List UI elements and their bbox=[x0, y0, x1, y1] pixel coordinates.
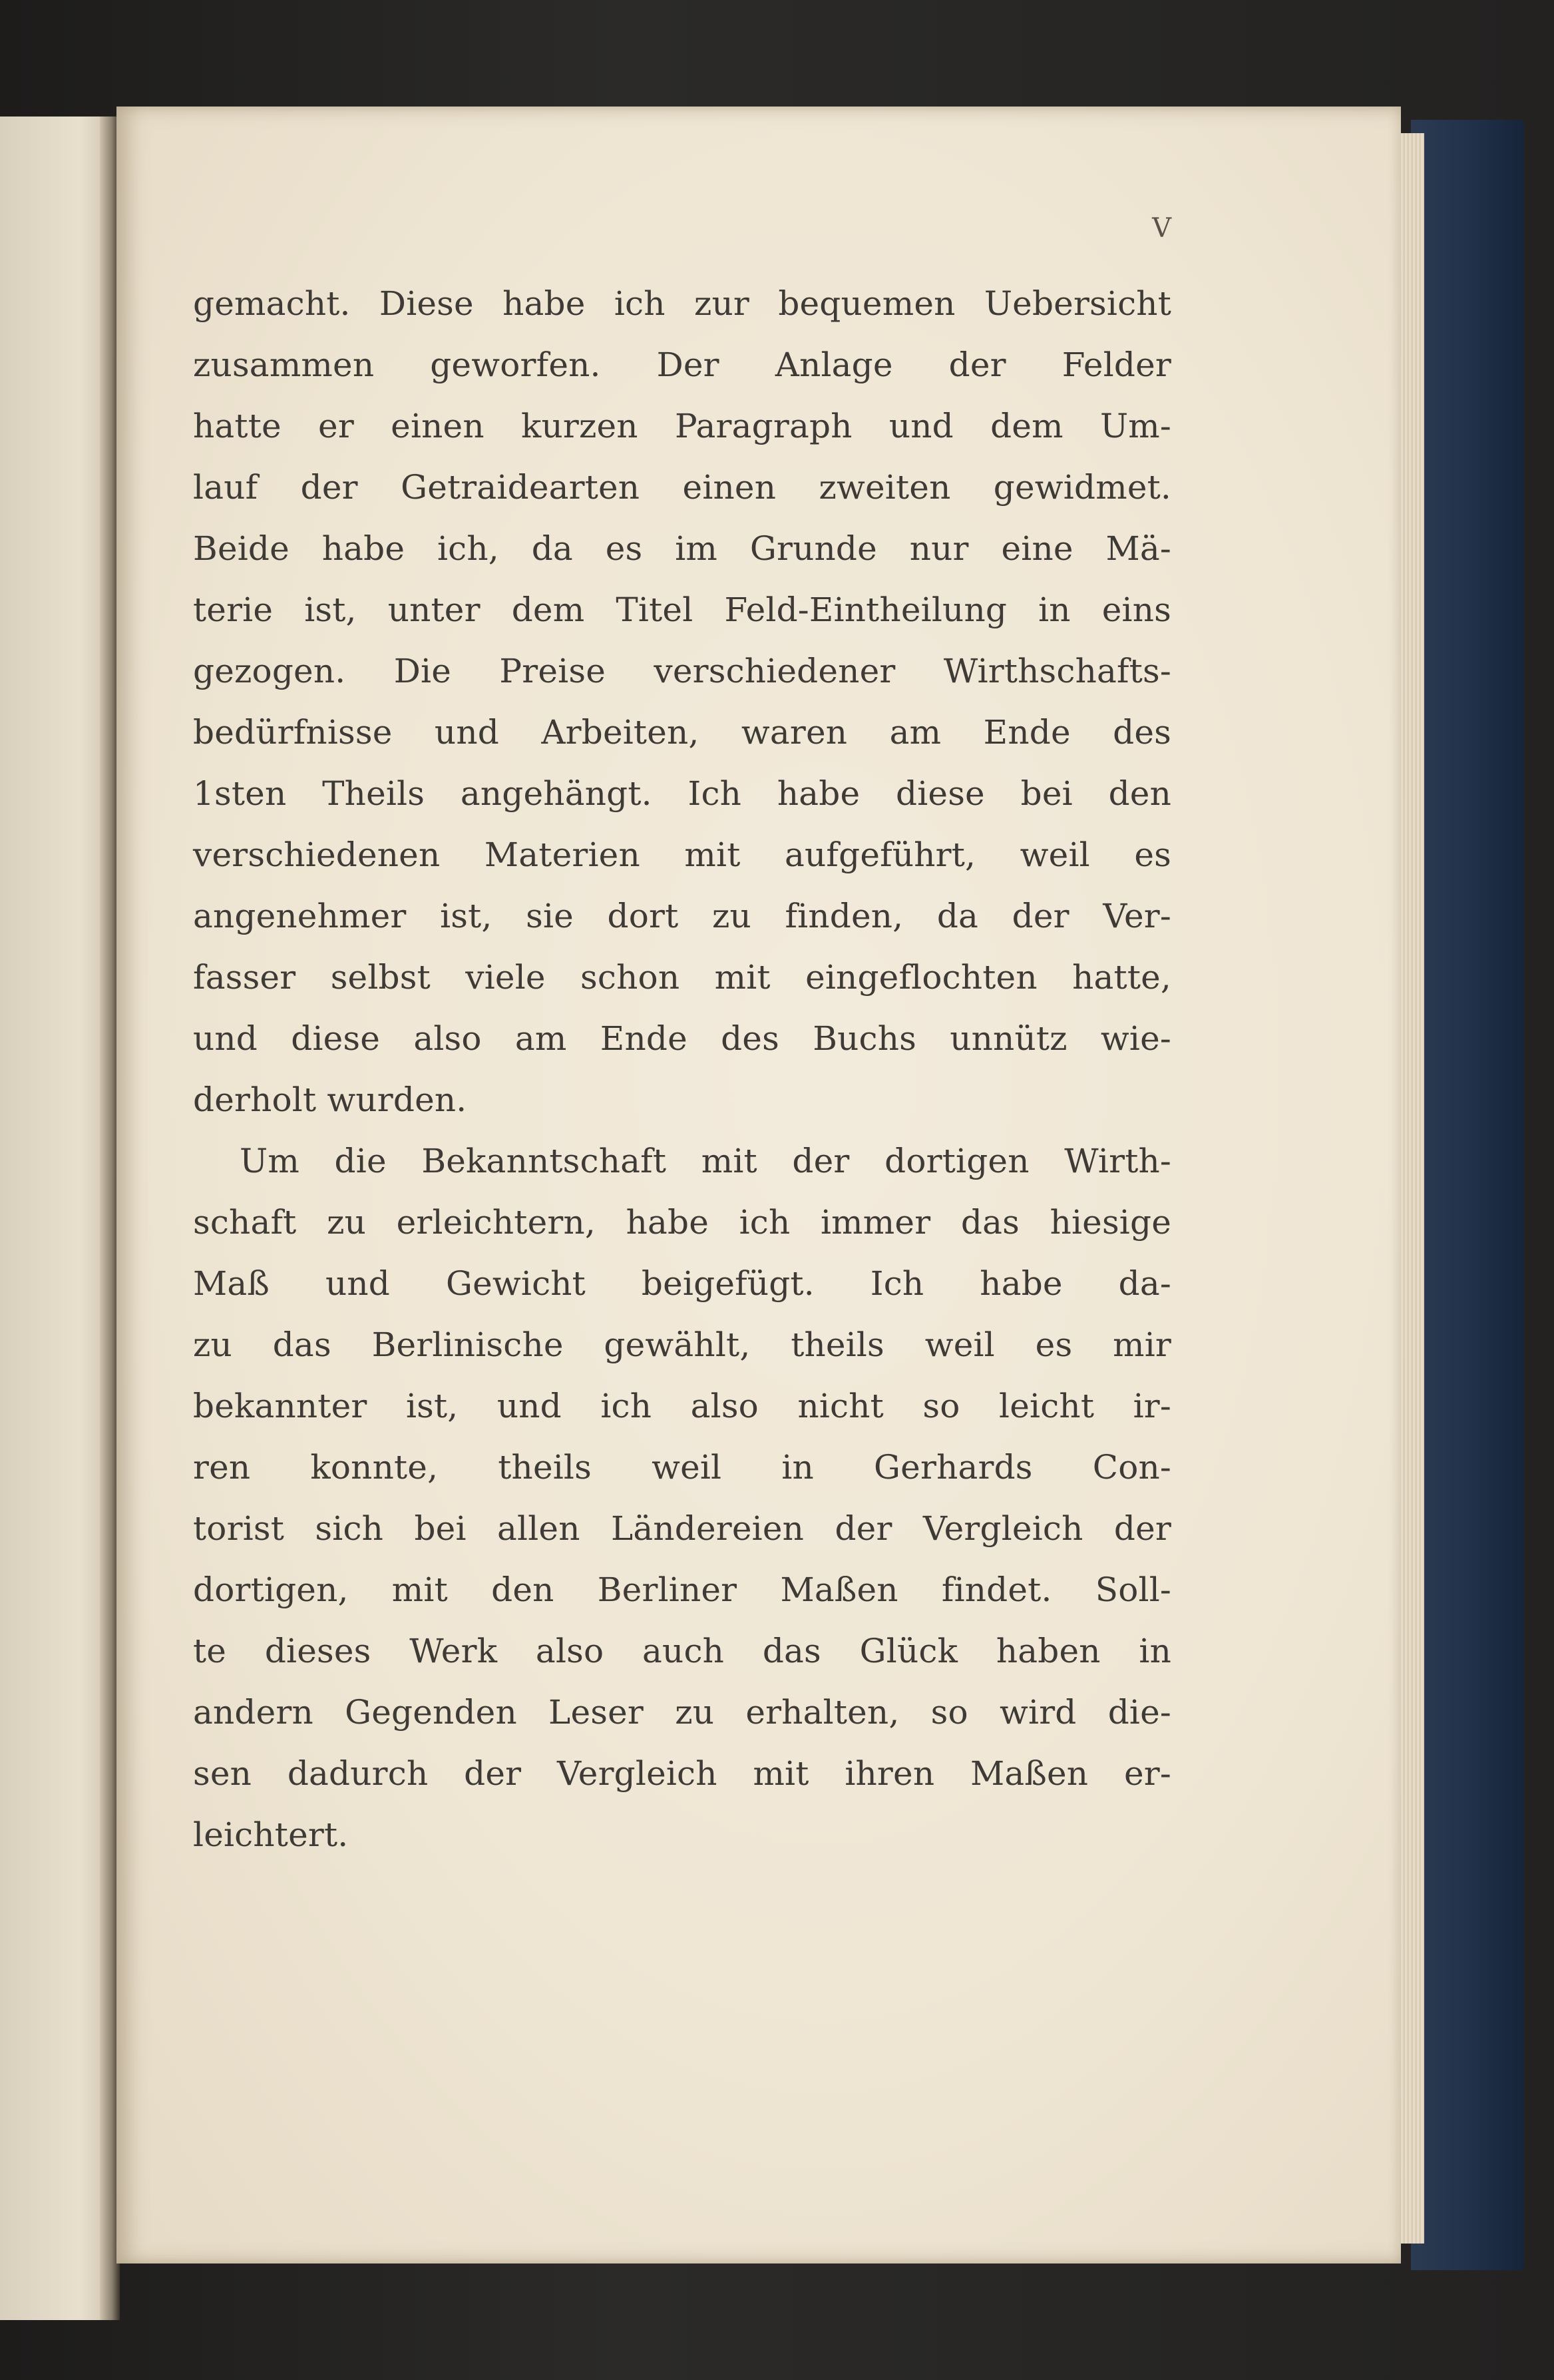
text-line: schaft zu erleichtern, habe ich immer das hiesige bbox=[193, 1203, 1171, 1242]
page-number: V bbox=[1152, 213, 1171, 244]
text-line: hatte er einen kurzen Paragraph und dem Um- bbox=[193, 407, 1171, 445]
text-line: zu das Berlinische gewählt, theils weil es mir bbox=[193, 1325, 1171, 1364]
text-line: te dieses Werk also auch das Glück haben in bbox=[193, 1632, 1171, 1670]
text-line: terie ist, unter dem Titel Feld-Eintheilung in eins bbox=[193, 591, 1171, 629]
text-line: andern Gegenden Leser zu erhalten, so wird die- bbox=[193, 1693, 1171, 1732]
text-line: derholt wurden. bbox=[193, 1080, 467, 1119]
text-line: verschiedenen Materien mit aufgeführt, weil es bbox=[193, 835, 1171, 874]
text-line: zusammen geworfen. Der Anlage der Felder bbox=[193, 346, 1171, 384]
text-line: angenehmer ist, sie dort zu finden, da der Ver- bbox=[193, 897, 1171, 935]
text-line: torist sich bei allen Ländereien der Vergleich der bbox=[193, 1509, 1171, 1548]
body-text bbox=[193, 273, 1171, 1865]
text-line: Um die Bekanntschaft mit der dortigen Wirth- bbox=[240, 1142, 1171, 1180]
facing-page-edge bbox=[0, 117, 113, 2320]
text-line: lauf der Getraidearten einen zweiten gewidmet. bbox=[193, 468, 1171, 507]
text-line: Maß und Gewicht beigefügt. Ich habe da- bbox=[193, 1264, 1171, 1303]
text-line: Beide habe ich, da es im Grunde nur eine Mä- bbox=[193, 529, 1171, 568]
text-line: ren konnte, theils weil in Gerhards Con- bbox=[193, 1448, 1171, 1487]
text-line: gezogen. Die Preise verschiedener Wirthschafts- bbox=[193, 652, 1171, 690]
text-line: bekannter ist, und ich also nicht so leicht ir- bbox=[193, 1387, 1171, 1425]
text-line: und diese also am Ende des Buchs unnütz wie- bbox=[193, 1019, 1171, 1058]
text-line: fasser selbst viele schon mit eingeflochten hatte, bbox=[193, 958, 1171, 997]
book-cover-board bbox=[1411, 120, 1524, 2270]
text-line: gemacht. Diese habe ich zur bequemen Uebersicht bbox=[193, 284, 1171, 323]
text-line: 1sten Theils angehängt. Ich habe diese bei den bbox=[193, 774, 1171, 813]
text-line: dortigen, mit den Berliner Maßen findet. Soll- bbox=[193, 1570, 1171, 1609]
text-line: bedürfnisse und Arbeiten, waren am Ende des bbox=[193, 713, 1171, 752]
text-line: leichtert. bbox=[193, 1815, 349, 1854]
text-line: sen dadurch der Vergleich mit ihren Maßen er- bbox=[193, 1754, 1171, 1793]
